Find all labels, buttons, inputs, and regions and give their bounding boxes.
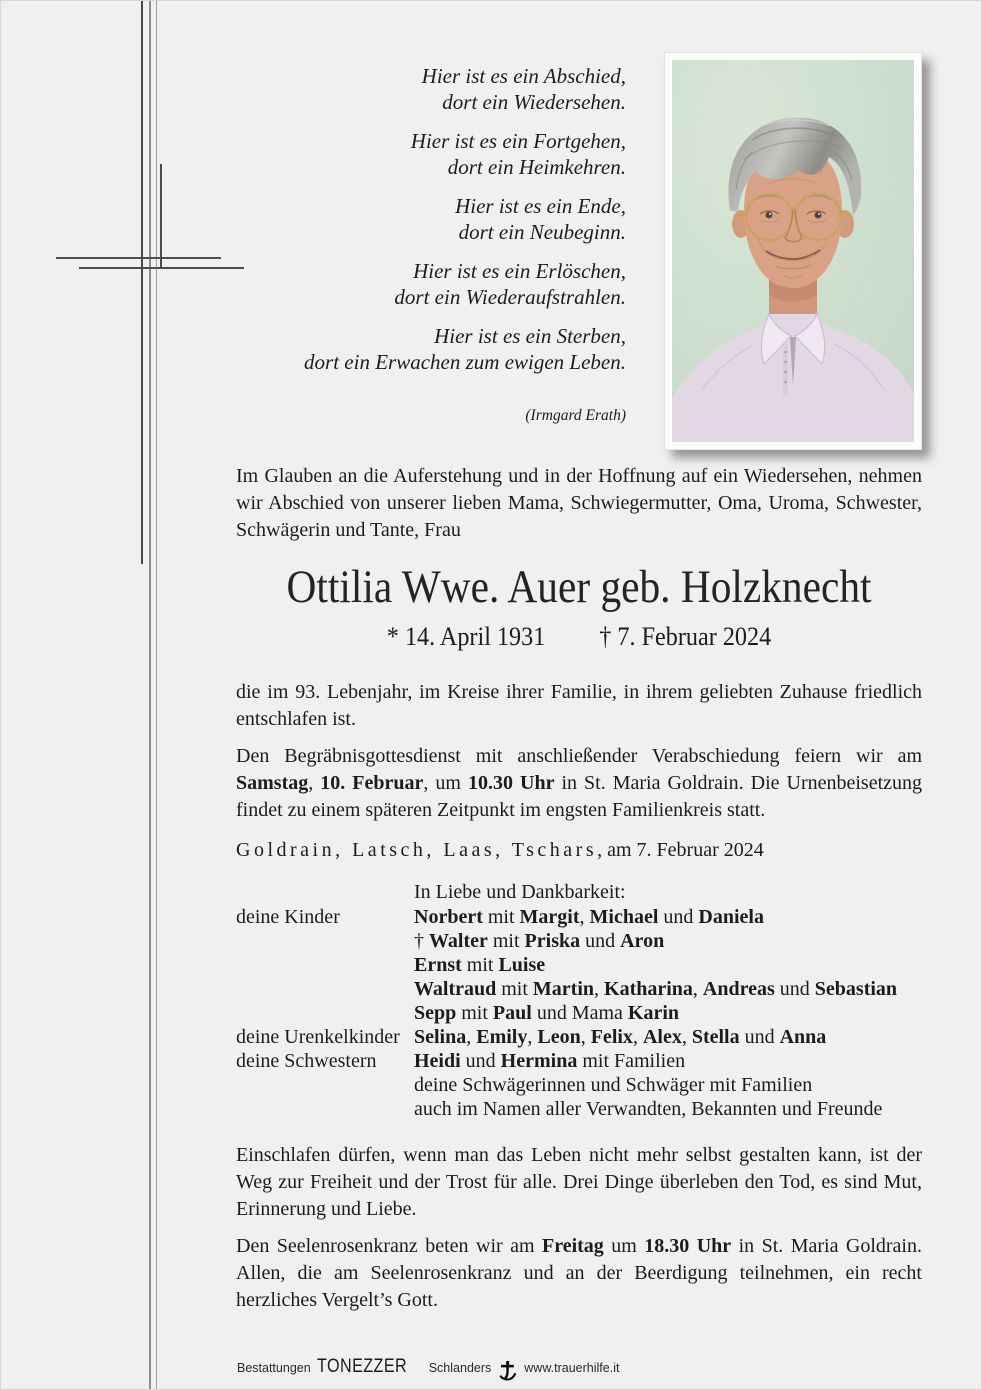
poem-block	[151, 63, 626, 429]
family-row-value: auch im Namen aller Verwandten, Bekannten und Freunde	[414, 1098, 883, 1120]
family-row-label	[236, 1001, 414, 1025]
family-row-label: deine Schwestern	[236, 1050, 377, 1072]
poem-stanza	[151, 258, 626, 310]
deceased-name: Ottilia Wwe. Auer geb. Holzknecht	[286, 561, 872, 613]
family-row-label	[236, 929, 414, 953]
family-row-label: deine Kinder	[236, 906, 340, 928]
portrait-illustration	[672, 60, 914, 442]
poem-stanza	[151, 193, 626, 245]
poem-line: Hier ist es ein Fortgehen,	[410, 129, 626, 153]
footer-place: Schlanders	[428, 1361, 492, 1375]
family-row-value: † Walter mit Priska und Aron	[414, 930, 665, 952]
family-row-label	[236, 1073, 414, 1097]
family-row-value: Selina, Emily, Leon, Felix, Alex, Stella und Anna	[414, 1026, 827, 1048]
family-row	[236, 977, 922, 1001]
funeral-paragraph: Den Begräbnisgottesdienst mit anschließender Verabschiedung feiern wir am Samstag, 10. Februar, um 10.30 Uhr in St. Maria Goldrain. Die Urnenbeisetzung findet zu einem späteren Zeitpunkt im engsten Familienkreis statt.	[236, 745, 923, 821]
family-row	[236, 905, 922, 929]
poem-stanza	[151, 323, 626, 375]
birth-date: * 14. April 1931	[386, 622, 546, 651]
death-paragraph: die im 93. Lebenjahr, im Kreise ihrer Familie, in ihrem geliebten Zuhause friedlich entschlafen ist.	[236, 681, 922, 730]
death-date: † 7. Februar 2024	[599, 622, 772, 651]
poem-line: Hier ist es ein Sterben,	[434, 324, 626, 348]
poem-line: Hier ist es ein Ende,	[455, 194, 626, 218]
poem-line: dort ein Heimkehren.	[447, 155, 626, 179]
family-row	[236, 1073, 922, 1097]
family-row-label	[236, 1097, 414, 1121]
footer-url: www.trauerhilfe.it	[524, 1361, 620, 1375]
family-row-value: Norbert mit Margit, Michael und Daniela	[414, 906, 764, 928]
family-row	[236, 953, 922, 977]
seelenrosenkranz-paragraph: Den Seelenrosenkranz beten wir am Freitag um 18.30 Uhr in St. Maria Goldrain. Allen, die am Seelenrosenkranz und an der Beerdigung teilnehmen, ein recht herzliches Vergelt’s Gott.	[236, 1235, 922, 1311]
poem-line: dort ein Wiederaufstrahlen.	[394, 285, 626, 309]
intro-paragraph: Im Glauben an die Auferstehung und in der Hoffnung auf ein Wiedersehen, nehmen wir Abschied von unserer lieben Mama, Schwiegermutter, Oma, Uroma, Schwester, Schwägerin und Tante, Frau	[236, 465, 922, 541]
trauerhilfe-cross-logo-icon	[497, 1360, 518, 1383]
poem-line: dort ein Neubeginn.	[458, 220, 626, 244]
portrait-photo	[664, 52, 922, 450]
places-date-line: Goldrain, Latsch, Laas, Tschars, am 7. Februar 2024	[236, 839, 764, 861]
family-row-label	[236, 953, 414, 977]
cross-vertical-beam	[141, 1, 143, 564]
poem-line: Hier ist es ein Erlöschen,	[413, 259, 626, 283]
family-row-label	[236, 977, 414, 1001]
family-heading: In Liebe und Dankbarkeit:	[414, 881, 626, 903]
family-row	[236, 1049, 922, 1073]
family-row	[236, 1097, 922, 1121]
family-row	[236, 1025, 922, 1049]
family-row-value: Heidi und Hermina mit Familien	[414, 1050, 686, 1072]
einschlafen-paragraph: Einschlafen dürfen, wenn man das Leben nicht mehr selbst gestalten kann, ist der Weg zur Freiheit und der Trost für alle. Drei Dinge überleben den Tod, es sind Mut, Erinnerung und Liebe.	[236, 1144, 922, 1220]
family-row-value: Waltraud mit Martin, Katharina, Andreas und Sebastian	[414, 978, 898, 1000]
family-row-label: deine Urenkelkinder	[236, 1026, 400, 1048]
poem-line: dort ein Wiedersehen.	[442, 90, 626, 114]
announcement-column	[236, 463, 922, 1314]
family-block	[236, 880, 922, 1121]
poem-attribution: (Irmgard Erath)	[525, 407, 626, 424]
poem-stanza	[151, 63, 626, 115]
family-row	[236, 1001, 922, 1025]
poem-line: dort ein Erwachen zum ewigen Leben.	[304, 350, 626, 374]
funeral-home-footer	[237, 1356, 619, 1383]
family-row-value: Sepp mit Paul und Mama Karin	[414, 1002, 680, 1024]
footer-prefix: Bestattungen	[237, 1361, 311, 1375]
poem-line: Hier ist es ein Abschied,	[421, 64, 626, 88]
poem-stanza	[151, 128, 626, 180]
funeral-home-brand: TONEZZER	[316, 1356, 407, 1377]
family-row-value: Ernst mit Luise	[414, 954, 546, 976]
family-row	[236, 929, 922, 953]
family-row-value: deine Schwägerinnen und Schwäger mit Familien	[414, 1074, 813, 1096]
life-dates	[260, 621, 898, 653]
